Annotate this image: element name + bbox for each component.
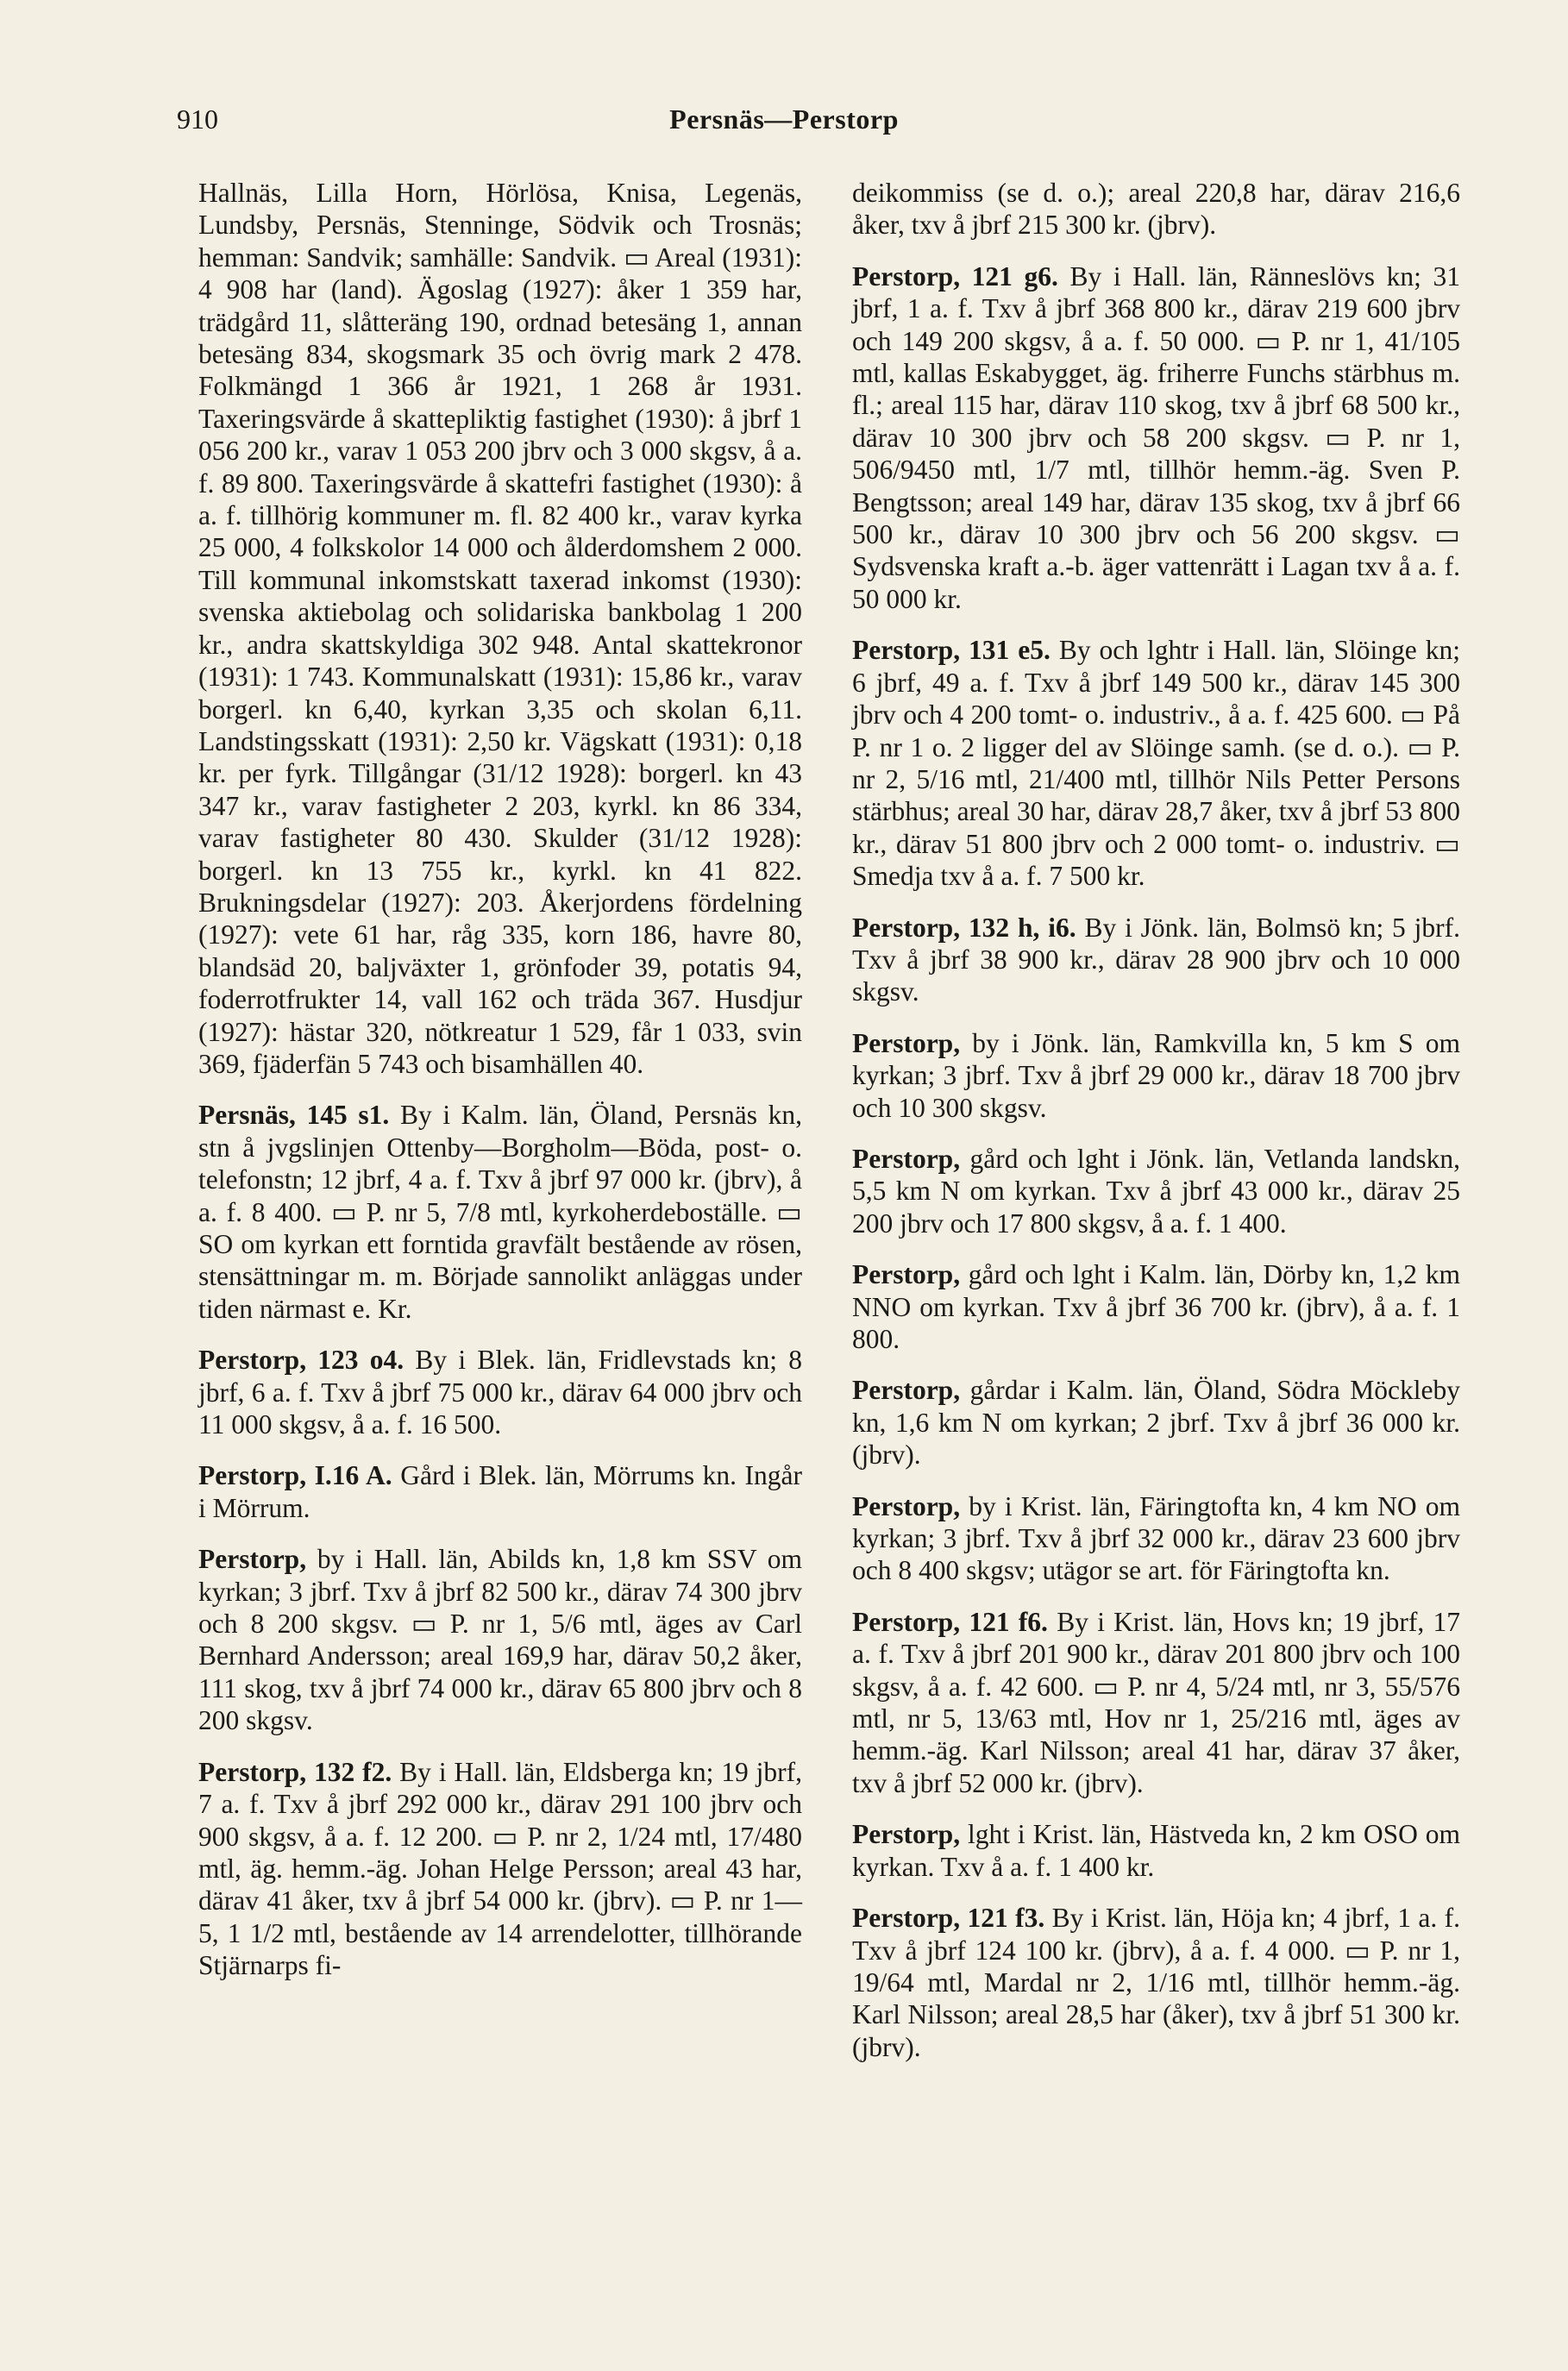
entry bbox=[198, 1756, 802, 1982]
entry-headword: Perstorp, 132 f2. bbox=[198, 1756, 392, 1787]
entry bbox=[852, 1606, 1460, 1799]
entry bbox=[852, 1143, 1460, 1239]
entry bbox=[852, 260, 1460, 615]
entry-headword: Perstorp, bbox=[852, 1259, 961, 1290]
entry bbox=[198, 1099, 802, 1325]
entry-headword: Perstorp, bbox=[852, 1819, 961, 1850]
entry-headword: Perstorp, bbox=[852, 1490, 961, 1521]
entry bbox=[852, 1027, 1460, 1124]
entry-text: gård och lght i Jönk. län, Vetlanda landskn, 5,5 km N om kyrkan. Txv å jbrf 43 000 kr., därav 25 200 jbrv och 17 800 skgsv, å a. f. 1 400. bbox=[852, 1143, 1461, 1239]
entry-text: By i Blek. län, Fridlevstads kn; 8 jbrf, 6 a. f. Txv å jbrf 75 000 kr., därav 64 000 jbrv och 11 000 skgsv, å a. f. 16 500. bbox=[198, 1345, 803, 1440]
entry-text: By i Krist. län, Höja kn; 4 jbrf, 1 a. f. Txv å jbrf 124 100 kr. (jbrv), å a. f. 4 000. ▭ P. nr 1, 19/64 mtl, Mardal nr 2, 1/16 mtl, tillhör hemm.-äg. Karl Nilsson; areal 28,5 har (åker), txv å jbrf 51 300 kr. (jbrv). bbox=[852, 1903, 1460, 2062]
left-column bbox=[198, 177, 802, 2001]
entry-headword: Perstorp, 131 e5. bbox=[852, 635, 1051, 666]
entry-headword: Perstorp, bbox=[198, 1544, 307, 1575]
entry-headword: Perstorp, 121 f3. bbox=[852, 1903, 1045, 1934]
entry bbox=[852, 1374, 1460, 1471]
entry bbox=[852, 1818, 1460, 1883]
entry bbox=[852, 912, 1460, 1008]
entry-headword: Perstorp, 121 f6. bbox=[852, 1606, 1048, 1637]
entry bbox=[198, 1459, 802, 1524]
entry-text: by i Hall. län, Abilds kn, 1,8 km SSV om kyrkan; 3 jbrf. Txv å jbrf 82 500 kr., därav 74 300 jbrv och 8 200 skgsv. ▭ P. nr 1, 5/6 mtl, äges av Carl Bernhard Andersson; areal 169,9 har, därav 50,2 åker, 111 skog, txv å jbrf 74 000 kr., därav 65 800 jbrv och 8 200 skgsv. bbox=[198, 1544, 802, 1736]
entry-headword: Perstorp, bbox=[852, 1143, 961, 1174]
entry bbox=[852, 1258, 1460, 1355]
entry bbox=[852, 177, 1460, 241]
entry-text: by i Jönk. län, Ramkvilla kn, 5 km S om kyrkan; 3 jbrf. Txv å jbrf 29 000 kr., därav 18 700 jbrv och 10 300 skgsv. bbox=[852, 1027, 1460, 1123]
entry-headword: Perstorp, 121 g6. bbox=[852, 260, 1058, 292]
entry-text: By och lghtr i Hall. län, Slöinge kn; 6 jbrf, 49 a. f. Txv å jbrf 149 500 kr., därav 145 300 jbrv och 4 200 tomt- o. industriv., å a. f. 425 600. ▭ På P. nr 1 o. 2 ligger del av Slöinge samh. (se d. o.). ▭ P. nr 2, 5/16 mtl, 21/400 mtl, tillhör Nils Petter Persons stärbhus; areal 30 har, därav 28,7 åker, txv å jbrf 53 800 kr., därav 51 800 jbrv och 2 000 tomt- o. industriv. ▭ Smedja txv å a. f. 7 500 kr. bbox=[852, 635, 1461, 892]
page-number: 910 bbox=[177, 103, 218, 135]
entry bbox=[198, 177, 802, 1080]
entry-text: deikommiss (se d. o.); areal 220,8 har, därav 216,6 åker, txv å jbrf 215 300 kr. (jbrv). bbox=[852, 178, 1460, 241]
entry-headword: Perstorp, bbox=[852, 1027, 961, 1058]
entry-headword: Persnäs, 145 s1. bbox=[198, 1100, 390, 1131]
entry-headword: Perstorp, 123 o4. bbox=[198, 1345, 405, 1376]
entry-text: lght i Krist. län, Hästveda kn, 2 km OSO om kyrkan. Txv å a. f. 1 400 kr. bbox=[852, 1819, 1461, 1882]
entry-headword: Perstorp, 132 h, i6. bbox=[852, 912, 1076, 943]
entry-text: by i Krist. län, Färingtofta kn, 4 km NO om kyrkan; 3 jbrf. Txv å jbrf 32 000 kr., därav 23 600 jbrv och 8 400 skgsv; utägor se art. för Färingtofta kn. bbox=[852, 1490, 1461, 1586]
entry-headword: Perstorp, I.16 A. bbox=[198, 1460, 392, 1491]
entry bbox=[852, 1902, 1460, 2063]
entry-text: gård och lght i Kalm. län, Dörby kn, 1,2 km NNO om kyrkan. Txv å jbrf 36 700 kr. (jbrv), å a. f. 1 800. bbox=[852, 1259, 1460, 1354]
entry bbox=[852, 634, 1460, 892]
entry-text: By i Hall. län, Ränneslövs kn; 31 jbrf, 1 a. f. Txv å jbrf 368 800 kr., därav 219 600 jbrv och 149 200 skgsv, å a. f. 50 000. ▭ P. nr 1, 41/105 mtl, kallas Eskabygget, äg. friherre Funchs stärbhus m. fl.; areal 115 har, därav 110 skog, txv å jbrf 68 500 kr., därav 10 300 jbrv och 58 200 skgsv. ▭ P. nr 1, 506/9450 mtl, 1/7 mtl, tillhör hemm.-äg. Sven P. Bengtsson; areal 149 har, därav 135 skog, txv å jbrf 66 500 kr., därav 10 300 jbrv och 56 200 skgsv. ▭ Sydsvenska kraft a.-b. äger vattenrätt i Lagan txv å a. f. 50 000 kr. bbox=[852, 260, 1460, 614]
right-column bbox=[852, 177, 1460, 2082]
entry-headword: Perstorp, bbox=[852, 1375, 961, 1406]
entry-text: Hallnäs, Lilla Horn, Hörlösa, Knisa, Legenäs, Lundsby, Persnäs, Stenninge, Södvik och Trosnäs; hemman: Sandvik; samhälle: Sandvik. ▭ Areal (1931): 4 908 har (land). Ägoslag (1927): åker 1 359 har, trädgård 11, slåtteräng 190, ordnad betesäng 1, annan betesäng 834, skogsmark 35 och övrig mark 2 478. Folkmängd 1 366 år 1921, 1 268 år 1931. Taxeringsvärde å skattepliktig fastighet (1930): å jbrf 1 056 200 kr., varav 1 053 200 jbrv och 3 000 skgsv, å a. f. 89 800. Taxeringsvärde å skattefri fastighet (1930): å a. f. tillhörig kommuner m. fl. 82 400 kr., varav kyrka 25 000, 4 folkskolor 14 000 och ålderdomshem 2 000. Till kommunal inkomstskatt taxerad inkomst (1930): svenska aktiebolag och solidariska bankbolag 1 200 kr., andra skattskyldiga 302 948. Antal skattekronor (1931): 1 743. Kommunalskatt (1931): 15,86 kr., varav borgerl. kn 6,40, kyrkan 3,35 och skolan 6,11. Landstingsskatt (1931): 2,50 kr. Vägskatt (1931): 0,18 kr. per fyrk. Tillgångar (31/12 1928): borgerl. kn 43 347 kr., varav fastigheter 2 203, kyrkl. kn 86 334, varav fastigheter 80 430. Skulder (31/12 1928): borgerl. kn 13 755 kr., kyrkl. kn 41 822. Brukningsdelar (1927): 203. Åkerjordens fördelning (1927): vete 61 har, råg 335, korn 186, havre 80, blandsäd 20, baljväxter 1, grönfoder 39, potatis 94, foderrotfrukter 14, vall 162 och träda 367. Husdjur (1927): hästar 320, nötkreatur 1 529, får 1 033, svin 369, fjäderfän 5 743 och bisamhällen 40. bbox=[198, 178, 802, 1079]
entry-text: By i Jönk. län, Bolmsö kn; 5 jbrf. Txv å jbrf 38 900 kr., därav 28 900 jbrv och 10 000 skgsv. bbox=[852, 912, 1460, 1007]
entry bbox=[198, 1344, 802, 1440]
entry-text: Gård i Blek. län, Mörrums kn. Ingår i Mörrum. bbox=[198, 1460, 803, 1523]
entry-text: By i Krist. län, Hovs kn; 19 jbrf, 17 a. f. Txv å jbrf 201 900 kr., därav 201 800 jbrv och 100 skgsv, å a. f. 42 600. ▭ P. nr 4, 5/24 mtl, nr 3, 55/576 mtl, nr 5, 13/63 mtl, Hov nr 1, 25/216 mtl, äges av hemm.-äg. Karl Nilsson; areal 41 har, därav 37 åker, txv å jbrf 52 000 kr. (jbrv). bbox=[852, 1606, 1460, 1798]
running-head: Persnäs—Perstorp bbox=[669, 103, 899, 135]
entry-text: gårdar i Kalm. län, Öland, Södra Möckleby kn, 1,6 km N om kyrkan; 2 jbrf. Txv å jbrf 36 000 kr. (jbrv). bbox=[852, 1375, 1461, 1471]
entry-text: By i Hall. län, Eldsberga kn; 19 jbrf, 7 a. f. Txv å jbrf 292 000 kr., därav 291 100 jbrv och 900 skgsv, å a. f. 12 200. ▭ P. nr 2, 1/24 mtl, 17/480 mtl, äg. hemm.-äg. Johan Helge Persson; areal 43 har, därav 41 åker, txv å jbrf 54 000 kr. (jbrv). ▭ P. nr 1—5, 1 1/2 mtl, bestående av 14 arrendelotter, tillhörande Stjärnarps fi- bbox=[198, 1756, 802, 1981]
entry-text: By i Kalm. län, Öland, Persnäs kn, stn å jvgslinjen Ottenby—Borgholm—Böda, post- o. telefonstn; 12 jbrf, 4 a. f. Txv å jbrf 97 000 kr. (jbrv), å a. f. 8 400. ▭ P. nr 5, 7/8 mtl, kyrkoherdeboställe. ▭ SO om kyrkan ett forntida gravfält bestående av rösen, stensättningar m. m. Började sannolikt anläggas under tiden närmast e. Kr. bbox=[198, 1100, 803, 1324]
entry bbox=[852, 1490, 1460, 1587]
entry bbox=[198, 1543, 802, 1736]
